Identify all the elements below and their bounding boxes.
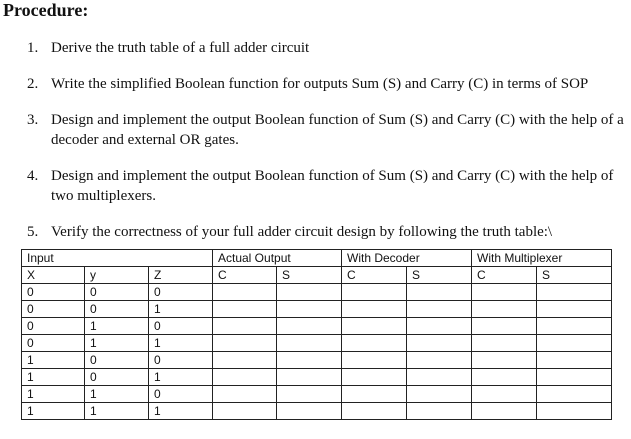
output-cell [407, 284, 472, 301]
output-cell [537, 318, 612, 335]
output-cell [213, 369, 277, 386]
header-actual-output: Actual Output [213, 250, 342, 267]
output-cell [407, 335, 472, 352]
output-cell [277, 369, 342, 386]
output-cell [342, 352, 407, 369]
input-cell: 0 [149, 352, 213, 369]
input-cell: 0 [85, 352, 149, 369]
output-cell [277, 335, 342, 352]
output-cell [537, 352, 612, 369]
output-cell [472, 386, 537, 403]
col-decoder-c: C [342, 267, 407, 284]
step-2 [27, 74, 631, 94]
table-row [22, 352, 612, 369]
output-cell [407, 301, 472, 318]
output-cell [277, 386, 342, 403]
input-cell: 1 [22, 352, 85, 369]
header-input: Input [22, 250, 213, 267]
output-cell [472, 301, 537, 318]
output-cell [342, 369, 407, 386]
output-cell [342, 403, 407, 420]
table-row [22, 335, 612, 352]
output-cell [407, 318, 472, 335]
output-cell [407, 403, 472, 420]
input-cell: 0 [149, 318, 213, 335]
output-cell [213, 301, 277, 318]
sub-header-row [22, 267, 612, 284]
table-row [22, 403, 612, 420]
step-text: Design and implement the output Boolean function of Sum (S) and Carry (C) with the help of a decoder and external OR gates. [51, 112, 624, 148]
truth-table [21, 249, 612, 420]
output-cell [407, 386, 472, 403]
step-number: 5. [27, 224, 39, 240]
step-number: 2. [27, 76, 39, 92]
step-text: Derive the truth table of a full adder circuit [51, 40, 310, 56]
output-cell [472, 369, 537, 386]
output-cell [213, 352, 277, 369]
output-cell [537, 335, 612, 352]
input-cell: 1 [22, 403, 85, 420]
step-text: Verify the correctness of your full adder circuit design by following the truth table:\ [51, 224, 553, 240]
output-cell [277, 352, 342, 369]
output-cell [342, 386, 407, 403]
output-cell [537, 301, 612, 318]
input-cell: 0 [22, 301, 85, 318]
input-cell: 0 [149, 284, 213, 301]
output-cell [472, 318, 537, 335]
table-row [22, 318, 612, 335]
output-cell [213, 284, 277, 301]
output-cell [537, 403, 612, 420]
table-row [22, 284, 612, 301]
step-number: 3. [27, 112, 39, 128]
output-cell [537, 386, 612, 403]
output-cell [213, 386, 277, 403]
output-cell [407, 352, 472, 369]
col-mux-s: S [537, 267, 612, 284]
header-with-decoder: With Decoder [342, 250, 472, 267]
input-cell: 1 [22, 386, 85, 403]
input-cell: 0 [22, 318, 85, 335]
step-text: Write the simplified Boolean function for outputs Sum (S) and Carry (C) in terms of SOP [51, 76, 589, 92]
output-cell [537, 284, 612, 301]
input-cell: 1 [149, 369, 213, 386]
output-cell [213, 403, 277, 420]
input-cell: 0 [22, 335, 85, 352]
header-with-multiplexer: With Multiplexer [472, 250, 612, 267]
output-cell [342, 335, 407, 352]
output-cell [213, 318, 277, 335]
input-cell: 0 [149, 386, 213, 403]
col-actual-c: C [213, 267, 277, 284]
procedure-heading: Procedure: [3, 0, 89, 20]
input-cell: 0 [22, 284, 85, 301]
table-row [22, 386, 612, 403]
output-cell [537, 369, 612, 386]
input-cell: 1 [149, 301, 213, 318]
col-y: y [85, 267, 149, 284]
input-cell: 1 [85, 318, 149, 335]
output-cell [277, 318, 342, 335]
input-cell: 1 [149, 335, 213, 352]
output-cell [277, 403, 342, 420]
step-text: Design and implement the output Boolean function of Sum (S) and Carry (C) with the help of two multiplexers. [51, 168, 614, 204]
output-cell [342, 301, 407, 318]
input-cell: 1 [85, 403, 149, 420]
output-cell [472, 403, 537, 420]
col-z: Z [149, 267, 213, 284]
step-number: 4. [27, 168, 39, 184]
input-cell: 1 [85, 335, 149, 352]
input-cell: 1 [22, 369, 85, 386]
step-4 [27, 166, 631, 206]
output-cell [407, 369, 472, 386]
col-mux-c: C [472, 267, 537, 284]
input-cell: 1 [85, 386, 149, 403]
output-cell [277, 284, 342, 301]
output-cell [213, 335, 277, 352]
output-cell [472, 284, 537, 301]
step-5 [27, 222, 631, 242]
output-cell [342, 284, 407, 301]
col-x: X [22, 267, 85, 284]
group-header-row [22, 250, 612, 267]
step-1 [27, 38, 631, 58]
output-cell [472, 352, 537, 369]
input-cell: 0 [85, 301, 149, 318]
col-decoder-s: S [407, 267, 472, 284]
table-row [22, 369, 612, 386]
output-cell [342, 318, 407, 335]
col-actual-s: S [277, 267, 342, 284]
input-cell: 0 [85, 284, 149, 301]
input-cell: 0 [85, 369, 149, 386]
input-cell: 1 [149, 403, 213, 420]
step-3 [27, 110, 631, 150]
output-cell [277, 301, 342, 318]
step-number: 1. [27, 40, 39, 56]
output-cell [472, 335, 537, 352]
table-row [22, 301, 612, 318]
